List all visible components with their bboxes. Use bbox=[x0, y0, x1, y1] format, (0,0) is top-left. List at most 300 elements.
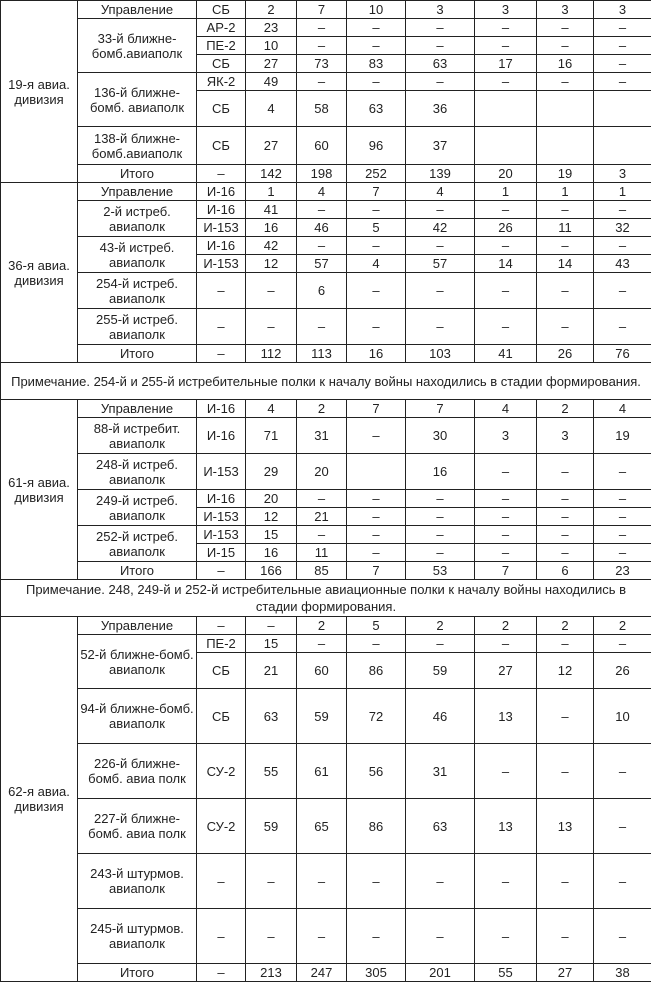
value-cell: – bbox=[537, 73, 594, 91]
value-cell: 4 bbox=[297, 183, 347, 201]
value-cell: – bbox=[347, 201, 406, 219]
value-cell: – bbox=[475, 273, 537, 309]
value-cell: 29 bbox=[246, 454, 297, 490]
regiment-name: 226-й ближне-бомб. авиа полк bbox=[78, 744, 197, 799]
value-cell: 3 bbox=[406, 1, 475, 19]
division-name: 19-я авиа. дивизия bbox=[1, 1, 78, 183]
value-cell: – bbox=[347, 73, 406, 91]
aircraft-type: – bbox=[197, 165, 246, 183]
value-cell: – bbox=[537, 909, 594, 964]
value-cell: 72 bbox=[347, 689, 406, 744]
value-cell: 63 bbox=[406, 799, 475, 854]
value-cell: – bbox=[594, 201, 651, 219]
value-cell: 49 bbox=[246, 73, 297, 91]
regiment-name: 249-й истреб. авиаполк bbox=[78, 490, 197, 526]
value-cell: – bbox=[347, 237, 406, 255]
value-cell: 32 bbox=[594, 219, 651, 237]
value-cell: 7 bbox=[347, 562, 406, 580]
value-cell: 5 bbox=[347, 617, 406, 635]
value-cell: 4 bbox=[406, 183, 475, 201]
aircraft-type: И-153 bbox=[197, 526, 246, 544]
table-row bbox=[1, 744, 651, 799]
value-cell: 61 bbox=[297, 744, 347, 799]
value-cell: 20 bbox=[246, 490, 297, 508]
aircraft-type: ПЕ-2 bbox=[197, 635, 246, 653]
value-cell: 36 bbox=[406, 91, 475, 127]
value-cell: 113 bbox=[297, 345, 347, 363]
regiment-name: 52-й ближне-бомб. авиаполк bbox=[78, 635, 197, 689]
table-row bbox=[1, 127, 651, 165]
regiment-name: 252-й истреб. авиаполк bbox=[78, 526, 197, 562]
value-cell: 11 bbox=[537, 219, 594, 237]
value-cell: 56 bbox=[347, 744, 406, 799]
value-cell: – bbox=[537, 237, 594, 255]
aircraft-type: И-16 bbox=[197, 237, 246, 255]
value-cell: – bbox=[537, 273, 594, 309]
value-cell: 3 bbox=[594, 1, 651, 19]
value-cell: – bbox=[406, 490, 475, 508]
value-cell: – bbox=[537, 508, 594, 526]
table-row bbox=[1, 201, 651, 219]
value-cell: 7 bbox=[475, 562, 537, 580]
table-row bbox=[1, 165, 651, 183]
aircraft-type: И-15 bbox=[197, 544, 246, 562]
value-cell: – bbox=[246, 273, 297, 309]
table-row bbox=[1, 617, 651, 635]
value-cell: 59 bbox=[406, 653, 475, 689]
aircraft-type: АР-2 bbox=[197, 19, 246, 37]
value-cell: 2 bbox=[537, 400, 594, 418]
value-cell: 198 bbox=[297, 165, 347, 183]
value-cell: 26 bbox=[594, 653, 651, 689]
table-row bbox=[1, 183, 651, 201]
value-cell: – bbox=[475, 201, 537, 219]
value-cell: 23 bbox=[246, 19, 297, 37]
value-cell: 3 bbox=[475, 1, 537, 19]
aircraft-type: СУ-2 bbox=[197, 744, 246, 799]
value-cell: 27 bbox=[475, 653, 537, 689]
aircraft-type: – bbox=[197, 909, 246, 964]
value-cell: – bbox=[537, 854, 594, 909]
total-label: Итого bbox=[78, 964, 197, 982]
value-cell: – bbox=[406, 309, 475, 345]
value-cell: 19 bbox=[594, 418, 651, 454]
value-cell bbox=[475, 127, 537, 165]
value-cell: 213 bbox=[246, 964, 297, 982]
value-cell: 65 bbox=[297, 799, 347, 854]
value-cell: 139 bbox=[406, 165, 475, 183]
value-cell: – bbox=[594, 454, 651, 490]
value-cell: 6 bbox=[297, 273, 347, 309]
value-cell: 1 bbox=[475, 183, 537, 201]
value-cell: 1 bbox=[594, 183, 651, 201]
value-cell: 57 bbox=[406, 255, 475, 273]
value-cell: – bbox=[475, 37, 537, 55]
value-cell bbox=[594, 127, 651, 165]
value-cell: 13 bbox=[475, 689, 537, 744]
value-cell: 5 bbox=[347, 219, 406, 237]
value-cell: – bbox=[347, 490, 406, 508]
value-cell: – bbox=[594, 237, 651, 255]
value-cell: 2 bbox=[594, 617, 651, 635]
regiment-name: 33-й ближне-бомб.авиаполк bbox=[78, 19, 197, 73]
value-cell: 305 bbox=[347, 964, 406, 982]
aircraft-type: И-153 bbox=[197, 508, 246, 526]
regiment-name: 255-й истреб. авиаполк bbox=[78, 309, 197, 345]
value-cell: 4 bbox=[246, 400, 297, 418]
total-label: Итого bbox=[78, 345, 197, 363]
value-cell: 12 bbox=[537, 653, 594, 689]
value-cell: 2 bbox=[297, 400, 347, 418]
aircraft-type: – bbox=[197, 273, 246, 309]
aircraft-type: СБ bbox=[197, 1, 246, 19]
value-cell: 43 bbox=[594, 255, 651, 273]
aircraft-type: СБ bbox=[197, 55, 246, 73]
value-cell: – bbox=[475, 237, 537, 255]
value-cell: – bbox=[347, 635, 406, 653]
value-cell: 41 bbox=[246, 201, 297, 219]
value-cell: – bbox=[297, 526, 347, 544]
table-body bbox=[1, 1, 651, 982]
value-cell: 63 bbox=[246, 689, 297, 744]
value-cell: 252 bbox=[347, 165, 406, 183]
aircraft-type: И-153 bbox=[197, 454, 246, 490]
value-cell: 16 bbox=[347, 345, 406, 363]
value-cell: – bbox=[347, 37, 406, 55]
regiment-name: 248-й истреб. авиаполк bbox=[78, 454, 197, 490]
aircraft-type: СБ bbox=[197, 653, 246, 689]
regiment-name: 43-й истреб. авиаполк bbox=[78, 237, 197, 273]
value-cell: 4 bbox=[594, 400, 651, 418]
value-cell: – bbox=[537, 544, 594, 562]
aircraft-type: И-16 bbox=[197, 183, 246, 201]
value-cell: – bbox=[475, 526, 537, 544]
value-cell: – bbox=[537, 689, 594, 744]
value-cell: – bbox=[475, 490, 537, 508]
value-cell: 2 bbox=[475, 617, 537, 635]
aircraft-type: СБ bbox=[197, 127, 246, 165]
division-name: 61-я авиа. дивизия bbox=[1, 400, 78, 580]
total-label: Итого bbox=[78, 562, 197, 580]
value-cell: – bbox=[347, 526, 406, 544]
value-cell: – bbox=[347, 909, 406, 964]
value-cell: 12 bbox=[246, 255, 297, 273]
value-cell: 4 bbox=[475, 400, 537, 418]
value-cell: 57 bbox=[297, 255, 347, 273]
value-cell: – bbox=[537, 635, 594, 653]
value-cell: – bbox=[297, 237, 347, 255]
value-cell: 83 bbox=[347, 55, 406, 73]
value-cell: 7 bbox=[297, 1, 347, 19]
value-cell: 14 bbox=[475, 255, 537, 273]
value-cell: 60 bbox=[297, 127, 347, 165]
aircraft-type: – bbox=[197, 964, 246, 982]
value-cell: – bbox=[246, 309, 297, 345]
value-cell: 63 bbox=[347, 91, 406, 127]
table-row bbox=[1, 964, 651, 982]
value-cell: 41 bbox=[475, 345, 537, 363]
value-cell: 13 bbox=[537, 799, 594, 854]
regiment-name: Управление bbox=[78, 1, 197, 19]
table-row bbox=[1, 635, 651, 653]
table-row bbox=[1, 854, 651, 909]
regiment-name: 2-й истреб. авиаполк bbox=[78, 201, 197, 237]
value-cell: – bbox=[537, 526, 594, 544]
aircraft-type: ЯК-2 bbox=[197, 73, 246, 91]
regiment-name: 245-й штурмов. авиаполк bbox=[78, 909, 197, 964]
value-cell: 15 bbox=[246, 635, 297, 653]
value-cell: 31 bbox=[297, 418, 347, 454]
value-cell: – bbox=[594, 19, 651, 37]
value-cell: 59 bbox=[297, 689, 347, 744]
value-cell: 37 bbox=[406, 127, 475, 165]
table-row bbox=[1, 345, 651, 363]
value-cell: – bbox=[347, 508, 406, 526]
value-cell: – bbox=[297, 490, 347, 508]
regiment-name: 136-й ближне-бомб. авиаполк bbox=[78, 73, 197, 127]
value-cell: 60 bbox=[297, 653, 347, 689]
value-cell: 73 bbox=[297, 55, 347, 73]
regiment-name: 254-й истреб. авиаполк bbox=[78, 273, 197, 309]
value-cell: – bbox=[475, 544, 537, 562]
value-cell: – bbox=[406, 909, 475, 964]
value-cell: – bbox=[347, 544, 406, 562]
regiment-name: 138-й ближне-бомб.авиаполк bbox=[78, 127, 197, 165]
table-row bbox=[1, 19, 651, 37]
value-cell: 3 bbox=[594, 165, 651, 183]
value-cell: – bbox=[406, 273, 475, 309]
value-cell: – bbox=[246, 617, 297, 635]
value-cell: 15 bbox=[246, 526, 297, 544]
total-label: Итого bbox=[78, 165, 197, 183]
value-cell: 10 bbox=[347, 1, 406, 19]
table-row bbox=[1, 237, 651, 255]
table-row bbox=[1, 273, 651, 309]
value-cell: 63 bbox=[406, 55, 475, 73]
value-cell: 12 bbox=[246, 508, 297, 526]
regiment-name: Управление bbox=[78, 183, 197, 201]
value-cell: – bbox=[297, 37, 347, 55]
value-cell: 42 bbox=[406, 219, 475, 237]
value-cell: – bbox=[594, 635, 651, 653]
value-cell: 26 bbox=[537, 345, 594, 363]
value-cell: 42 bbox=[246, 237, 297, 255]
value-cell: 23 bbox=[594, 562, 651, 580]
table-row bbox=[1, 490, 651, 508]
aircraft-type: – bbox=[197, 854, 246, 909]
value-cell: – bbox=[297, 201, 347, 219]
value-cell: – bbox=[537, 490, 594, 508]
value-cell: 3 bbox=[537, 1, 594, 19]
aircraft-type: СБ bbox=[197, 689, 246, 744]
value-cell: – bbox=[347, 273, 406, 309]
value-cell: 38 bbox=[594, 964, 651, 982]
value-cell: 58 bbox=[297, 91, 347, 127]
note-row bbox=[1, 580, 651, 617]
value-cell: 10 bbox=[246, 37, 297, 55]
value-cell: 27 bbox=[246, 127, 297, 165]
aircraft-type: – bbox=[197, 562, 246, 580]
value-cell: – bbox=[594, 526, 651, 544]
value-cell: 20 bbox=[475, 165, 537, 183]
aircraft-type: И-153 bbox=[197, 219, 246, 237]
regiment-name: 88-й истребит. авиаполк bbox=[78, 418, 197, 454]
value-cell: – bbox=[406, 73, 475, 91]
table-row bbox=[1, 562, 651, 580]
value-cell: 26 bbox=[475, 219, 537, 237]
value-cell: – bbox=[347, 19, 406, 37]
table-row bbox=[1, 418, 651, 454]
value-cell: – bbox=[475, 854, 537, 909]
value-cell: 21 bbox=[297, 508, 347, 526]
value-cell: 20 bbox=[297, 454, 347, 490]
value-cell: – bbox=[297, 309, 347, 345]
value-cell: – bbox=[406, 19, 475, 37]
value-cell: 16 bbox=[537, 55, 594, 73]
value-cell: 3 bbox=[475, 418, 537, 454]
value-cell: – bbox=[537, 19, 594, 37]
value-cell: – bbox=[475, 744, 537, 799]
value-cell bbox=[347, 454, 406, 490]
value-cell: – bbox=[246, 909, 297, 964]
value-cell: – bbox=[406, 544, 475, 562]
value-cell: – bbox=[537, 744, 594, 799]
aircraft-type: – bbox=[197, 617, 246, 635]
value-cell: 2 bbox=[406, 617, 475, 635]
value-cell: 2 bbox=[297, 617, 347, 635]
table-row bbox=[1, 454, 651, 490]
value-cell: 2 bbox=[246, 1, 297, 19]
value-cell: 46 bbox=[297, 219, 347, 237]
value-cell: – bbox=[537, 309, 594, 345]
value-cell: – bbox=[246, 854, 297, 909]
value-cell: – bbox=[297, 909, 347, 964]
division-name: 62-я авиа. дивизия bbox=[1, 617, 78, 982]
table-row bbox=[1, 689, 651, 744]
aircraft-type: – bbox=[197, 309, 246, 345]
value-cell: 21 bbox=[246, 653, 297, 689]
value-cell: – bbox=[537, 37, 594, 55]
value-cell: – bbox=[594, 799, 651, 854]
value-cell: – bbox=[594, 273, 651, 309]
value-cell: 247 bbox=[297, 964, 347, 982]
value-cell: 103 bbox=[406, 345, 475, 363]
table-row bbox=[1, 73, 651, 91]
table-row bbox=[1, 909, 651, 964]
regiment-name: 94-й ближне-бомб. авиаполк bbox=[78, 689, 197, 744]
value-cell: 16 bbox=[406, 454, 475, 490]
value-cell: – bbox=[475, 454, 537, 490]
value-cell: 166 bbox=[246, 562, 297, 580]
value-cell: 55 bbox=[246, 744, 297, 799]
value-cell: – bbox=[537, 201, 594, 219]
value-cell: – bbox=[594, 490, 651, 508]
value-cell: – bbox=[475, 635, 537, 653]
value-cell: 14 bbox=[537, 255, 594, 273]
value-cell bbox=[537, 91, 594, 127]
value-cell: 55 bbox=[475, 964, 537, 982]
value-cell: 30 bbox=[406, 418, 475, 454]
aircraft-type: ПЕ-2 bbox=[197, 37, 246, 55]
value-cell: – bbox=[475, 309, 537, 345]
aircraft-type: И-153 bbox=[197, 255, 246, 273]
value-cell: 27 bbox=[246, 55, 297, 73]
value-cell: – bbox=[594, 909, 651, 964]
regiment-name: Управление bbox=[78, 617, 197, 635]
regiment-name: 227-й ближне-бомб. авиа полк bbox=[78, 799, 197, 854]
value-cell: – bbox=[594, 73, 651, 91]
value-cell: – bbox=[297, 73, 347, 91]
value-cell: – bbox=[594, 37, 651, 55]
note-text: Примечание. 248, 249-й и 252-й истребительные авиационные полки к началу войны находились в стадии формирования. bbox=[1, 580, 651, 617]
value-cell: 59 bbox=[246, 799, 297, 854]
note-text: Примечание. 254-й и 255-й истребительные полки к началу войны находились в стадии формирования. bbox=[1, 363, 651, 400]
value-cell: – bbox=[347, 309, 406, 345]
regiment-name: Управление bbox=[78, 400, 197, 418]
value-cell: 1 bbox=[246, 183, 297, 201]
value-cell: 10 bbox=[594, 689, 651, 744]
value-cell: 76 bbox=[594, 345, 651, 363]
aircraft-type: – bbox=[197, 345, 246, 363]
value-cell: – bbox=[594, 508, 651, 526]
value-cell: – bbox=[347, 854, 406, 909]
value-cell: 112 bbox=[246, 345, 297, 363]
aircraft-type: И-16 bbox=[197, 201, 246, 219]
value-cell bbox=[594, 91, 651, 127]
value-cell: 13 bbox=[475, 799, 537, 854]
value-cell: – bbox=[406, 37, 475, 55]
value-cell: – bbox=[594, 309, 651, 345]
value-cell: 7 bbox=[347, 183, 406, 201]
value-cell: – bbox=[594, 744, 651, 799]
value-cell: – bbox=[297, 635, 347, 653]
value-cell: – bbox=[406, 508, 475, 526]
value-cell: 3 bbox=[537, 418, 594, 454]
note-row bbox=[1, 363, 651, 400]
aircraft-type: И-16 bbox=[197, 418, 246, 454]
value-cell: – bbox=[297, 854, 347, 909]
value-cell: 86 bbox=[347, 799, 406, 854]
value-cell: – bbox=[297, 19, 347, 37]
aircraft-type: И-16 bbox=[197, 400, 246, 418]
value-cell: 46 bbox=[406, 689, 475, 744]
value-cell: 1 bbox=[537, 183, 594, 201]
value-cell: 142 bbox=[246, 165, 297, 183]
table-row bbox=[1, 526, 651, 544]
value-cell: 71 bbox=[246, 418, 297, 454]
value-cell: 11 bbox=[297, 544, 347, 562]
value-cell: 4 bbox=[347, 255, 406, 273]
value-cell: – bbox=[406, 201, 475, 219]
aircraft-type: СУ-2 bbox=[197, 799, 246, 854]
value-cell: 7 bbox=[347, 400, 406, 418]
value-cell: – bbox=[475, 909, 537, 964]
table-row bbox=[1, 1, 651, 19]
value-cell: 6 bbox=[537, 562, 594, 580]
value-cell: – bbox=[594, 854, 651, 909]
value-cell: 7 bbox=[406, 400, 475, 418]
value-cell: – bbox=[594, 544, 651, 562]
value-cell: 53 bbox=[406, 562, 475, 580]
value-cell: 96 bbox=[347, 127, 406, 165]
division-name: 36-я авиа. дивизия bbox=[1, 183, 78, 363]
table-row bbox=[1, 309, 651, 345]
table-row bbox=[1, 400, 651, 418]
value-cell: 19 bbox=[537, 165, 594, 183]
value-cell: – bbox=[475, 508, 537, 526]
value-cell: – bbox=[406, 526, 475, 544]
value-cell: – bbox=[594, 55, 651, 73]
